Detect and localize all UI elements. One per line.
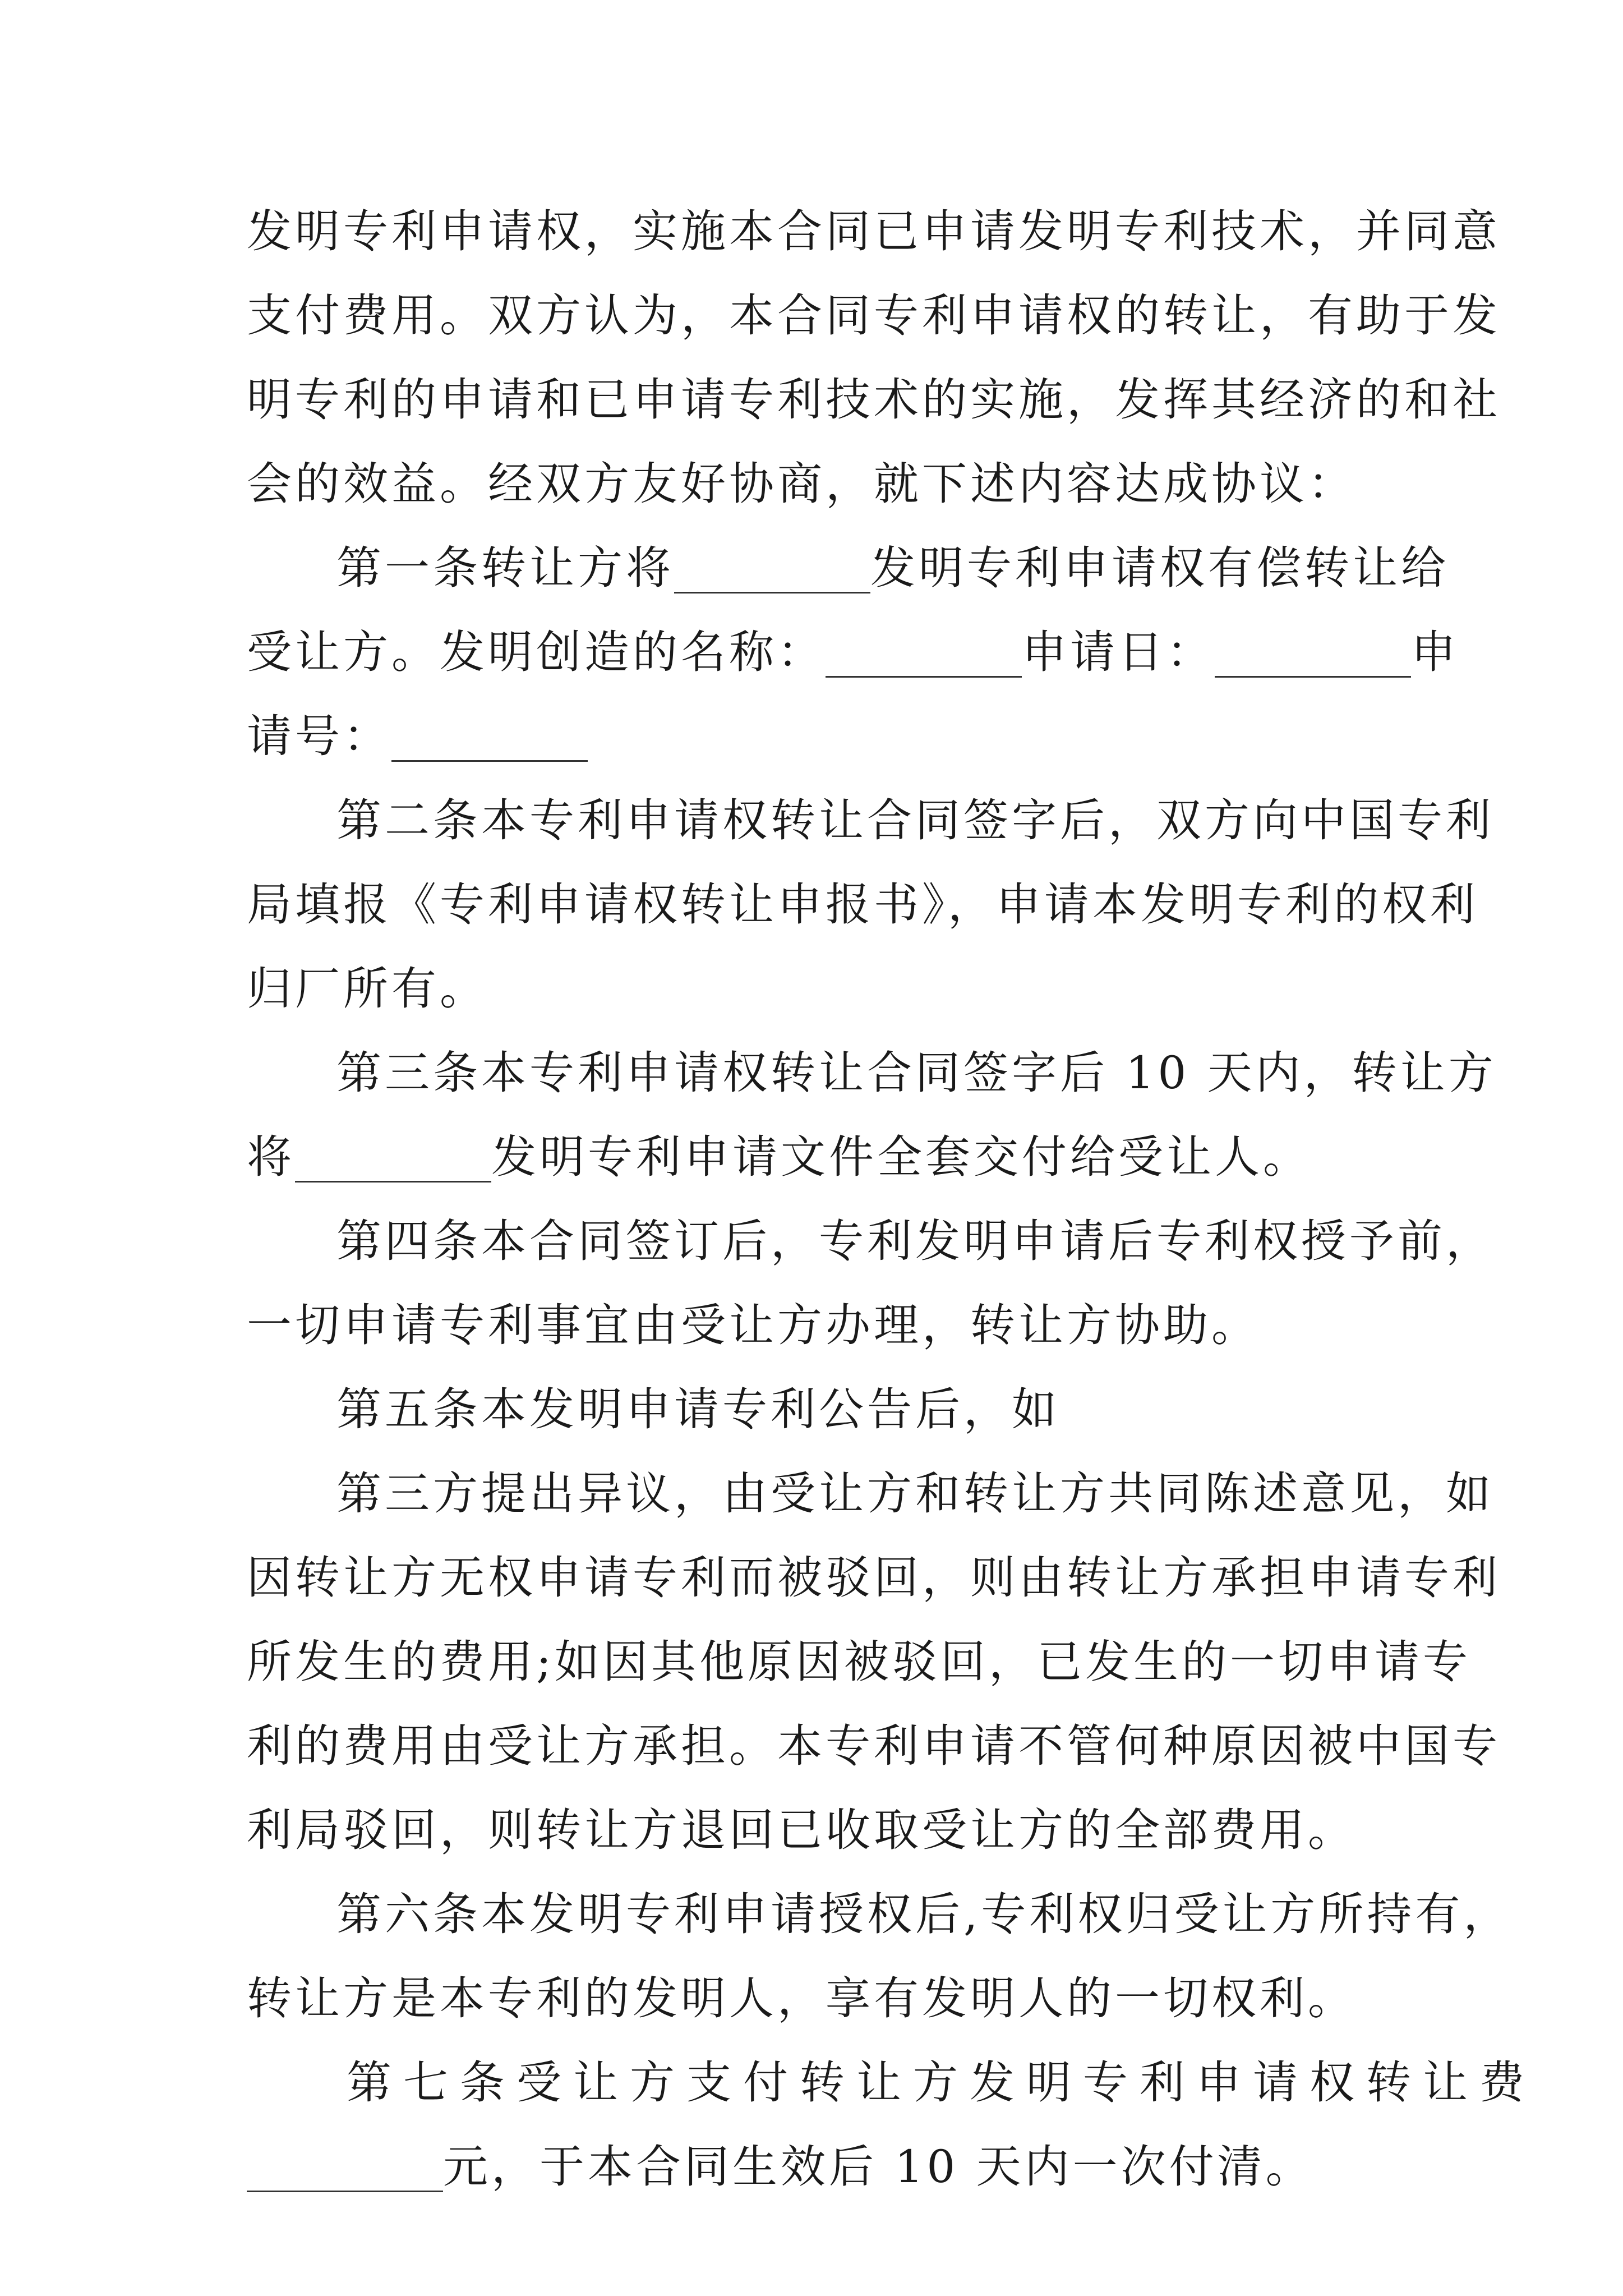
text-fragment: 发明专利申请权有偿转让给: [870, 542, 1449, 594]
contract-body: [247, 190, 1536, 2209]
article-7: [247, 2041, 1536, 2209]
blank-field-fee-amount: [247, 2189, 443, 2192]
blank-field-application-date: [1215, 675, 1411, 678]
article-4: [247, 1199, 1494, 1368]
text-fragment: 将: [247, 1131, 295, 1183]
text-line: 第七条受让方支付转让方发明专利申请权转让费: [347, 2056, 1536, 2109]
article-2: [247, 779, 1494, 1031]
blank-field-patent: [295, 1180, 491, 1182]
text-line: [247, 694, 1380, 779]
text-line: 第五条本发明申请专利公告后，如: [336, 1383, 1060, 1435]
text-line: 第二条本专利申请权转让合同签字后，双方向中国专利: [336, 794, 1494, 846]
text-line: 归厂所有。: [247, 963, 488, 1015]
text-line: 利的费用由受让方承担。本专利申请不管何种原因被中国专: [247, 1720, 1501, 1772]
article-5: [247, 1368, 1501, 1872]
text-line: 利局驳回，则转让方退回已收取受让方的全部费用。: [247, 1804, 1356, 1856]
text-line: 明专利的申请和已申请专利技术的实施，发挥其经济的和社: [247, 374, 1501, 426]
text-line: 第三条本专利申请权转让合同签字后 10 天内，转让方: [336, 1047, 1497, 1099]
text-line: 所发生的费用;如因其他原因被驳回，已发生的一切申请专: [247, 1636, 1471, 1688]
text-line: 第三方提出异议，由受让方和转让方共同陈述意见，如: [336, 1467, 1494, 1520]
article-3: [247, 1031, 1497, 1199]
text-line: 局填报《专利申请权转让申报书》，申请本发明专利的权利: [247, 878, 1478, 931]
text-line: 第四条本合同签订后，专利发明申请后专利权授予前，: [336, 1215, 1494, 1267]
text-line: [247, 1115, 1380, 1199]
text-fragment: 发明专利申请文件全套交付给受让人。: [491, 1131, 1311, 1183]
text-line: 转让方是本专利的发明人，享有发明人的一切权利。: [247, 1972, 1356, 2024]
text-line: 一切申请专利事宜由受让方办理，转让方协助。: [247, 1299, 1260, 1351]
article-1-heading: 第一条转让方将: [336, 542, 674, 594]
text-line: 支付费用。双方认为，本合同专利申请权的转让，有助于发: [247, 289, 1501, 342]
text-fragment: 元，于本合同生效后 10 天内一次付清。: [443, 2141, 1314, 2193]
text-line: [247, 610, 1459, 694]
blank-field-invention-name: [826, 675, 1022, 678]
text-line: 发明专利申请权，实施本合同已申请发明专利技术，并同意: [247, 205, 1501, 257]
text-line: [247, 526, 1449, 610]
text-line: 会的效益。经双方友好协商，就下述内容达成协议：: [247, 458, 1356, 510]
text-fragment: 申请日：: [1022, 626, 1215, 678]
text-line: 因转让方无权申请专利而被驳回，则由转让方承担申请专利: [247, 1552, 1501, 1604]
blank-field-application-number: [391, 759, 588, 762]
text-fragment: 申: [1411, 626, 1459, 678]
text-line: [247, 2125, 1380, 2209]
text-fragment: 受让方。发明创造的名称：: [247, 626, 826, 678]
article-6: [247, 1872, 1512, 2041]
blank-field-patent: [674, 591, 870, 593]
article-1: [247, 526, 1459, 779]
text-fragment: 请号：: [247, 710, 391, 762]
text-line: 第六条本发明专利申请授权后,专利权归受让方所持有，: [336, 1888, 1512, 1940]
